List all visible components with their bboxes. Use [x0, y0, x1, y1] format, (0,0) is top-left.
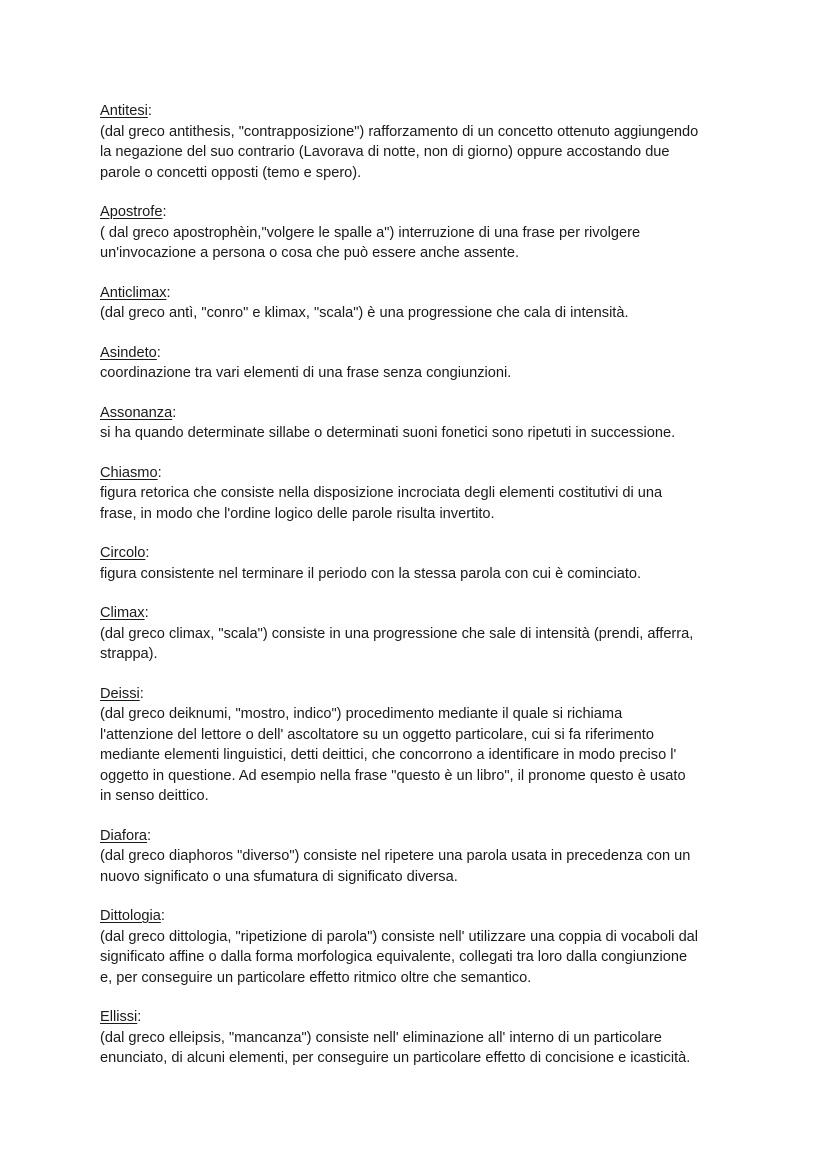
glossary-entry: [100, 101, 740, 183]
definition-line: ( dal greco apostrophèin,"volgere le spalle a") interruzione di una frase per rivolgere: [100, 224, 641, 241]
term-definition: [100, 122, 740, 184]
term-heading: [100, 202, 740, 223]
glossary-entry: [100, 403, 740, 444]
definition-line: figura retorica che consiste nella disposizione incrociata degli elementi costitutivi di una: [100, 485, 663, 501]
term-colon: :: [160, 908, 165, 924]
term-heading: [100, 543, 740, 564]
glossary-entry: [100, 826, 740, 888]
definition-line: oggetto in questione. Ad esempio nella frase "questo è un libro", il pronome questo è usato: [100, 767, 686, 784]
term-name: Asindeto: [100, 344, 157, 361]
definition-line: parole o concetti opposti (temo e spero).: [100, 164, 362, 181]
term-colon: :: [144, 605, 149, 621]
term-heading: [100, 826, 740, 847]
definition-line: enunciato, di alcuni elementi, per conseguire un particolare effetto di concisione e icasticità.: [100, 1050, 691, 1066]
term-colon: :: [162, 204, 167, 220]
term-name: Assonanza: [100, 404, 173, 421]
term-name: Chiasmo: [100, 464, 158, 481]
term-name: Anticlimax: [100, 284, 167, 301]
term-colon: :: [172, 404, 177, 421]
term-definition: [100, 704, 740, 807]
definition-line: l'attenzione del lettore o dell' ascoltatore su un oggetto particolare, cui si fa riferimento: [100, 726, 654, 743]
term-definition: [100, 483, 740, 524]
term-heading: [100, 283, 740, 304]
term-heading: [100, 343, 740, 364]
term-definition: [100, 303, 740, 324]
term-heading: [100, 403, 740, 424]
term-colon: :: [147, 103, 152, 119]
term-name: Circolo: [100, 545, 146, 561]
glossary-entry: [100, 603, 740, 665]
definition-line: nuovo significato o una sfumatura di significato diversa.: [100, 868, 458, 885]
definition-line: (dal greco diaphoros "diverso") consiste nel ripetere una parola usata in precedenza con un: [100, 848, 691, 864]
term-name: Diafora: [100, 827, 148, 844]
glossary-entry: [100, 202, 740, 264]
glossary-entry: [100, 684, 740, 807]
term-colon: :: [139, 685, 144, 702]
term-heading: [100, 684, 740, 705]
term-colon: :: [137, 1009, 142, 1025]
term-definition: [100, 846, 740, 887]
definition-line: e, per conseguire un particolare effetto ritmico oltre che semantico.: [100, 969, 532, 986]
glossary-entry: [100, 906, 740, 988]
definition-line: figura consistente nel terminare il periodo con la stessa parola con cui è cominciato.: [100, 565, 642, 582]
definition-line: la negazione del suo contrario (Lavorava di notte, non di giorno) oppure accostando due: [100, 144, 670, 160]
term-colon: :: [156, 344, 161, 361]
term-definition: [100, 564, 740, 585]
term-heading: [100, 463, 740, 484]
term-heading: [100, 1007, 740, 1028]
term-name: Ellissi: [100, 1009, 138, 1025]
term-definition: [100, 927, 740, 989]
definition-line: (dal greco antithesis, "contrapposizione") rafforzamento di un concetto ottenuto aggiungendo: [100, 123, 699, 140]
definition-line: (dal greco antì, "conro" e klimax, "scala") è una progressione che cala di intensità.: [100, 305, 629, 321]
glossary-entry: [100, 543, 740, 584]
definition-line: mediante elementi linguistici, detti deittici, che concorrono a identificare in modo preciso l': [100, 747, 677, 763]
term-definition: [100, 624, 740, 665]
definition-line: un'invocazione a persona o cosa che può essere anche assente.: [100, 245, 519, 261]
definition-line: (dal greco elleipsis, "mancanza") consiste nell' eliminazione all' interno di un particolare: [100, 1029, 662, 1046]
term-name: Dittologia: [100, 908, 161, 924]
term-colon: :: [166, 284, 171, 301]
definition-line: (dal greco deiknumi, "mostro, indico") procedimento mediante il quale si richiama: [100, 706, 623, 722]
definition-line: (dal greco climax, "scala") consiste in una progressione che sale di intensità (prendi, afferra,: [100, 625, 694, 642]
definition-line: coordinazione tra vari elementi di una frase senza congiunzioni.: [100, 365, 512, 381]
term-definition: [100, 223, 740, 264]
glossary-entry: [100, 283, 740, 324]
definition-line: (dal greco dittologia, "ripetizione di parola") consiste nell' utilizzare una coppia di vocaboli dal: [100, 928, 699, 945]
definition-line: strappa).: [100, 646, 158, 662]
term-definition: [100, 363, 740, 384]
term-heading: [100, 603, 740, 624]
definition-line: si ha quando determinate sillabe o determinati suoni fonetici sono ripetuti in successione.: [100, 425, 676, 441]
term-name: Climax: [100, 605, 145, 621]
definition-line: significato affine o dalla forma morfologica equivalente, collegati tra loro dalla congiunzione: [100, 949, 688, 965]
term-colon: :: [147, 827, 152, 844]
term-colon: :: [157, 464, 162, 481]
term-colon: :: [145, 545, 150, 561]
term-name: Deissi: [100, 685, 140, 702]
definition-line: in senso deittico.: [100, 788, 209, 804]
glossary-entry: [100, 463, 740, 525]
glossary-entry: [100, 343, 740, 384]
term-heading: [100, 906, 740, 927]
term-definition: [100, 423, 740, 444]
term-definition: [100, 1028, 740, 1069]
document-page: [100, 101, 740, 1088]
term-name: Antitesi: [100, 103, 148, 119]
definition-line: frase, in modo che l'ordine logico delle parole risulta invertito.: [100, 505, 495, 522]
glossary-entry: [100, 1007, 740, 1069]
term-name: Apostrofe: [100, 204, 163, 220]
term-heading: [100, 101, 740, 122]
